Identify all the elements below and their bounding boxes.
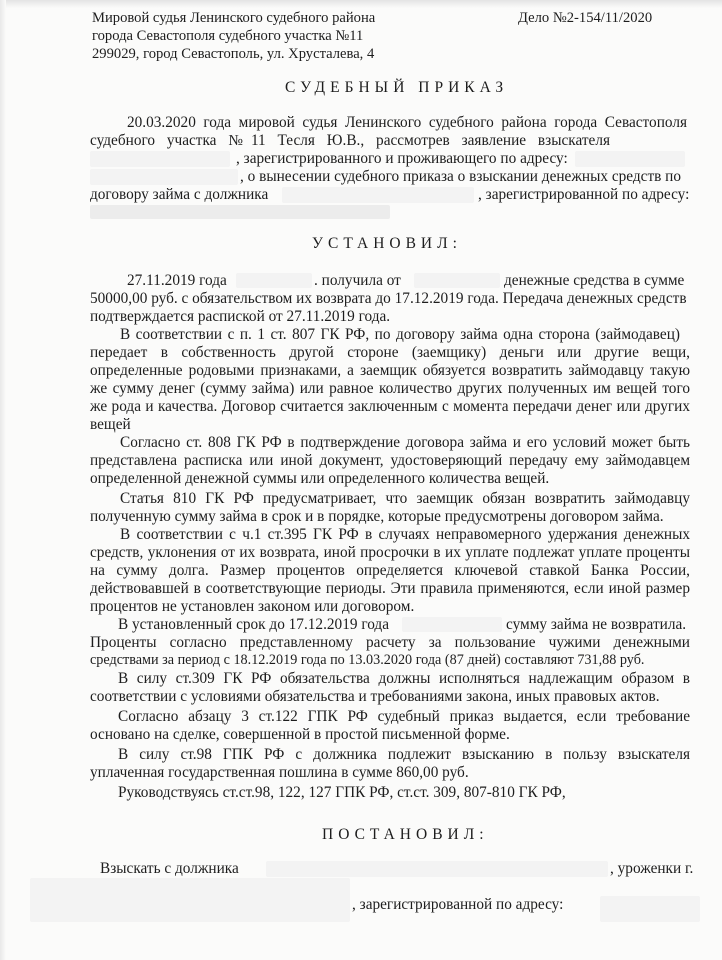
p7-line-1: В силу ст.309 ГК РФ обязательства должны исполняться надлежащим образом в: [118, 670, 690, 687]
intro-line-2: судебного участка №11 Тесля Ю.В., рассмотрев заявление взыскателя: [90, 132, 610, 149]
intro-line-5: договору займа с должника: [90, 186, 269, 203]
redacted-debtor-full: [266, 861, 608, 877]
p1-line-2: 50000,00 руб. с обязательством их возврата до 17.12.2019 года. Передача денежных средств: [90, 290, 687, 307]
p1-date: 27.11.2019 года: [127, 272, 227, 289]
p2-line-5: же рода и качества. Договор считается заключенным с момента передачи денег или других: [90, 398, 690, 415]
court-name-line-2: города Севастополя судебного участка №11: [92, 28, 364, 44]
redacted-debtor: [236, 273, 312, 288]
p3-line-3: определенной денежной суммы или определенного количества вещей.: [90, 470, 550, 487]
intro-line-6: , зарегистрированной по адресу:: [478, 186, 690, 203]
case-number: Дело №2-154/11/2020: [518, 10, 653, 26]
p6-deadline: В установленный срок до 17.12.2019 года: [118, 616, 389, 633]
intro-line-1: 20.03.2020 года мировой судья Ленинского судебного района города Севастополя: [127, 114, 687, 131]
redacted-claimant-name: [90, 151, 230, 167]
scan-shadow-top: [0, 0, 722, 8]
p5-line-1: В соответствии с ч.1 ст.395 ГК РФ в случаях неправомерного удержания денежных: [120, 526, 690, 543]
p5-line-4: действовавшей в соответствующие периоды. Эти правила применяются, если иной размер: [90, 580, 690, 597]
p4-line-2: полученную сумму займа в срок и в порядке, которые предусмотрены договором займа.: [90, 508, 664, 525]
p2-line-6: вещей: [90, 416, 131, 433]
p3-line-2: представлена расписка или иной документ, удостоверяющий передачу ему займодавцем: [90, 452, 690, 469]
resolution-line-2: , зарегистрированной по адресу:: [352, 896, 564, 913]
document-title: СУДЕБНЫЙ ПРИКАЗ: [285, 79, 509, 96]
p7-line-2: соответствии с условиями обязательства и требованиями закона, иных правовых актов.: [90, 688, 660, 705]
section-established: УСТАНОВИЛ:: [312, 235, 462, 252]
redacted-debtor-2: [402, 617, 502, 632]
p1-received-from: . получила от: [314, 272, 401, 289]
redacted-claimant-address-cont: [90, 169, 238, 185]
court-name-line-1: Мировой судья Ленинского судебного района: [92, 10, 376, 26]
p5-line-2: средств, уклонения от их возврата, иной просрочки в их уплате подлежат уплате проценты: [90, 544, 690, 561]
p2-line-2: передает в собственность другой стороне (заемщику) деньги или другие вещи,: [90, 344, 690, 361]
p5-line-3: на сумму долга. Размер процентов определяется ключевой ставкой Банка России,: [90, 562, 690, 579]
scan-shadow-left: [0, 0, 6, 960]
redacted-claimant: [414, 273, 500, 288]
redacted-claimant-address: [575, 151, 685, 167]
redacted-debtor-address-2: [600, 896, 700, 922]
p8-line-1: Согласно абзацу 3 ст.122 ГПК РФ судебный приказ выдается, если требование: [118, 708, 690, 725]
p2-line-3: определенные родовыми признаками, а заемщик обязуется возвратить займодавцу такую: [90, 362, 690, 379]
p6-not-returned: сумму займа не возвратила.: [506, 616, 687, 633]
redacted-debtor-address: [90, 205, 390, 219]
p2-line-4: же сумму денег (сумму займа) или равное количество других полученных им вещей того: [90, 380, 690, 397]
resolution-birthplace: , уроженки г.: [610, 860, 694, 877]
intro-line-3: , зарегистрированного и проживающего по адресу:: [236, 150, 568, 167]
p2-line-1: В соответствии с п. 1 ст. 807 ГК РФ, по договору займа одна сторона (займодавец): [120, 326, 680, 343]
p3-line-1: Согласно ст. 808 ГК РФ в подтверждение договора займа и его условий может быть: [120, 434, 690, 451]
redacted-birthplace: [30, 878, 350, 922]
p6-line-2: Проценты согласно представленному расчету за пользование чужими денежными: [90, 634, 690, 651]
p10-line: Руководствуясь ст.ст.98, 122, 127 ГПК РФ, ст.ст. 309, 807-810 ГК РФ,: [118, 784, 566, 801]
section-resolved: ПОСТАНОВИЛ:: [322, 826, 489, 843]
p9-line-1: В силу ст.98 ГПК РФ с должника подлежит взысканию в пользу взыскателя: [118, 746, 690, 763]
p4-line-1: Статья 810 ГК РФ предусматривает, что заемщик обязан возвратить займодавцу: [120, 490, 690, 507]
court-address: 299029, город Севастополь, ул. Хрусталева, 4: [92, 46, 375, 62]
intro-line-4: , о вынесении судебного приказа о взыскании денежных средств по: [240, 168, 682, 185]
resolution-line-1: Взыскать с должника: [100, 860, 239, 877]
p5-line-5: процентов не установлен законом или договором.: [90, 598, 415, 615]
p1-money: денежные средства в сумме: [504, 272, 685, 289]
p8-line-2: основано на сделке, совершенной в простой письменной форме.: [90, 726, 510, 743]
p9-line-2: уплаченная государственная пошлина в сумме 860,00 руб.: [90, 764, 469, 781]
p1-line-3: подтверждается распиской от 27.11.2019 года.: [90, 308, 391, 325]
redacted-debtor-name: [282, 187, 474, 203]
p6-line-3: средствами за период с 18.12.2019 года по 13.03.2020 года (87 дней) составляют 731,88 руб.: [90, 652, 645, 668]
